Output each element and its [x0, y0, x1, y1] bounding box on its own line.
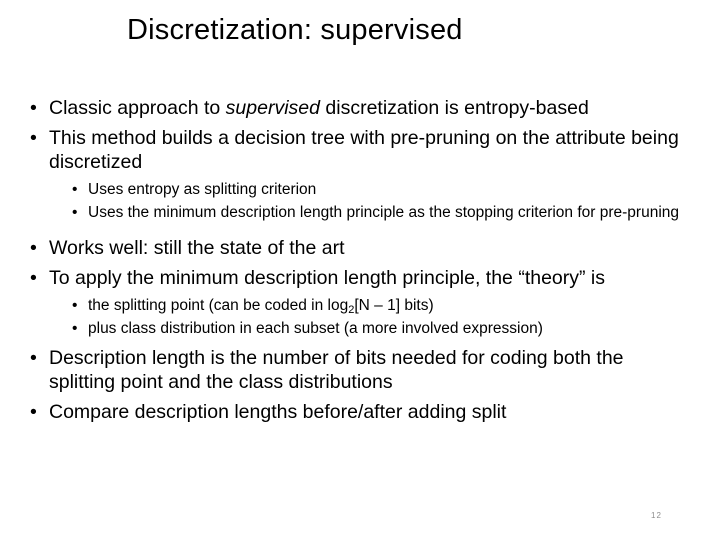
- sub-bullet-mdl-stopping: [30, 203, 690, 222]
- sub-bullet-splitting-point: [30, 296, 690, 315]
- bullet-marker: •: [72, 204, 78, 221]
- bullet-works-well: [30, 236, 690, 260]
- bullet-text: discretization is entropy-based: [319, 97, 589, 119]
- bullet-marker: •: [30, 237, 37, 259]
- bullet-text: To apply the minimum description length principle, the “theory” is: [49, 267, 606, 289]
- bullet-mdl-theory: [30, 266, 690, 290]
- sub-bullet-text: Uses the minimum description length principle as the stopping criterion for pre-pruning: [88, 204, 680, 221]
- sub-bullet-text: the splitting point (can be coded in log: [88, 297, 349, 314]
- sub-bullet-text: Uses entropy as splitting criterion: [88, 181, 317, 198]
- sub-bullet-class-distribution: [30, 319, 690, 338]
- bullet-marker: •: [30, 97, 37, 119]
- sub-bullet-text: [N – 1] bits): [354, 297, 434, 314]
- bullet-marker: •: [30, 347, 37, 369]
- bullet-marker: •: [72, 297, 78, 314]
- page-number: 12: [651, 511, 662, 520]
- slide-content: [30, 96, 690, 430]
- slide-title: Discretization: supervised: [127, 14, 463, 46]
- sub-bullet-entropy-criterion: [30, 180, 690, 199]
- bullet-text: Classic approach to: [49, 97, 226, 119]
- bullet-description-length: [30, 346, 690, 394]
- bullet-compare-lengths: [30, 400, 690, 424]
- bullet-marker: •: [72, 181, 78, 198]
- bullet-decision-tree: [30, 126, 690, 174]
- bullet-text: Works well: still the state of the art: [49, 237, 345, 259]
- bullet-marker: •: [30, 401, 37, 423]
- sub-bullet-text: plus class distribution in each subset (a more involved expression): [88, 320, 543, 337]
- bullet-entropy-based: [30, 96, 690, 120]
- bullet-text: Compare description lengths before/after adding split: [49, 401, 507, 423]
- emphasis-supervised: supervised: [225, 97, 320, 119]
- bullet-marker: •: [30, 267, 37, 289]
- bullet-text: This method builds a decision tree with pre-pruning on the attribute being discretized: [49, 127, 679, 173]
- log-subscript: 2: [348, 304, 355, 316]
- bullet-marker: •: [30, 127, 37, 149]
- bullet-marker: •: [72, 320, 78, 337]
- bullet-text: Description length is the number of bits needed for coding both the splitting point and the class distributions: [49, 347, 624, 393]
